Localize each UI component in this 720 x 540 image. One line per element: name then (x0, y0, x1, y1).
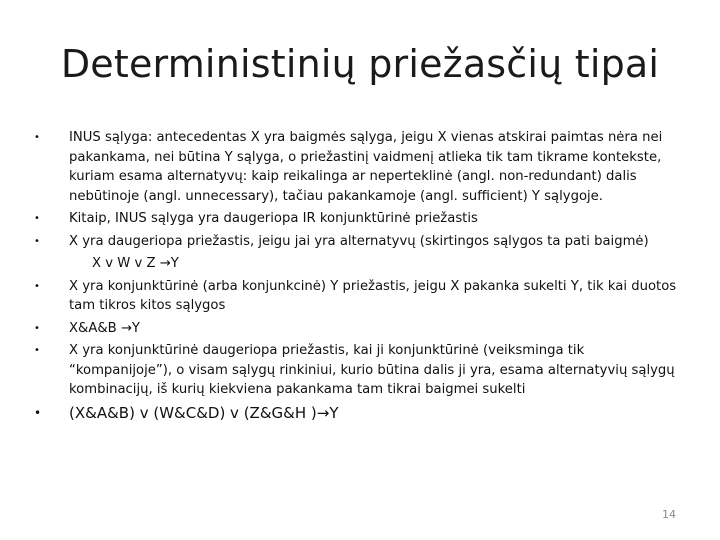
bullet-text: X&A&B →Y (69, 320, 140, 336)
bullet-conjunctural-multiple-cause (30, 341, 690, 400)
bullet-marker: • (34, 132, 40, 143)
bullet-combined-formula (30, 403, 690, 424)
bullet-marker: • (34, 235, 40, 247)
slide-title: Deterministinių priežasčių tipai (60, 42, 660, 86)
bullet-list (30, 128, 690, 427)
bullet-text: X yra konjunktūrinė daugeriopa priežastis, kai ji konjunktūrinė (veiksminga tik “kompanijoje”), o visam sąlygų rinkiniui, kurio būtina dalis ji yra, esama alternatyvių sąlygų kombinacijų, iš kurių kiekviena pakankama tam tikrai baigmei sukelti (69, 343, 675, 397)
bullet-marker: • (34, 345, 40, 356)
bullet-text: X yra daugeriopa priežastis, jeigu jai yra alternatyvų (skirtingos sąlygos ta pati baigmė) (69, 233, 649, 249)
bullet-text: INUS sąlyga: antecedentas X yra baigmės sąlyga, jeigu X vienas atskirai paimtas nėra nei pakankama, nei būtina Y sąlyga, o priežastinį vaidmenį atlieka tik tam tikrame kontekste, kuriam esama alternatyvų: kaip reikalinga ar neperteklinė (angl. non-redundant) dalis nebūtinoje (angl. unnecessary), tačiau pakankamoje (angl. sufficient) Y sąlygoje. (69, 130, 663, 204)
bullet-marker: • (34, 213, 40, 224)
bullet-marker: • (34, 280, 40, 292)
bullet-conjunction-formula (30, 319, 690, 339)
bullet-marker: • (34, 322, 40, 334)
bullet-text: Kitaip, INUS sąlyga yra daugeriopa IR konjunktūrinė priežastis (69, 211, 478, 226)
bullet-text: (X&A&B) v (W&C&D) v (Z&G&H )→Y (69, 403, 339, 422)
bullet-inus-definition (30, 128, 690, 206)
bullet-inus-alternative (30, 209, 690, 229)
formula-disjunction: X v W v Z →Y (92, 256, 179, 271)
bullet-conjunctural-cause (30, 277, 690, 316)
bullet-marker: • (34, 405, 42, 420)
bullet-multiple-cause (30, 232, 690, 252)
page-number: 14 (662, 508, 676, 521)
bullet-text: X yra konjunktūrinė (arba konjunkcinė) Y priežastis, jeigu X pakanka sukelti Y, tik kai duotos tam tikros kitos sąlygos (69, 278, 677, 313)
